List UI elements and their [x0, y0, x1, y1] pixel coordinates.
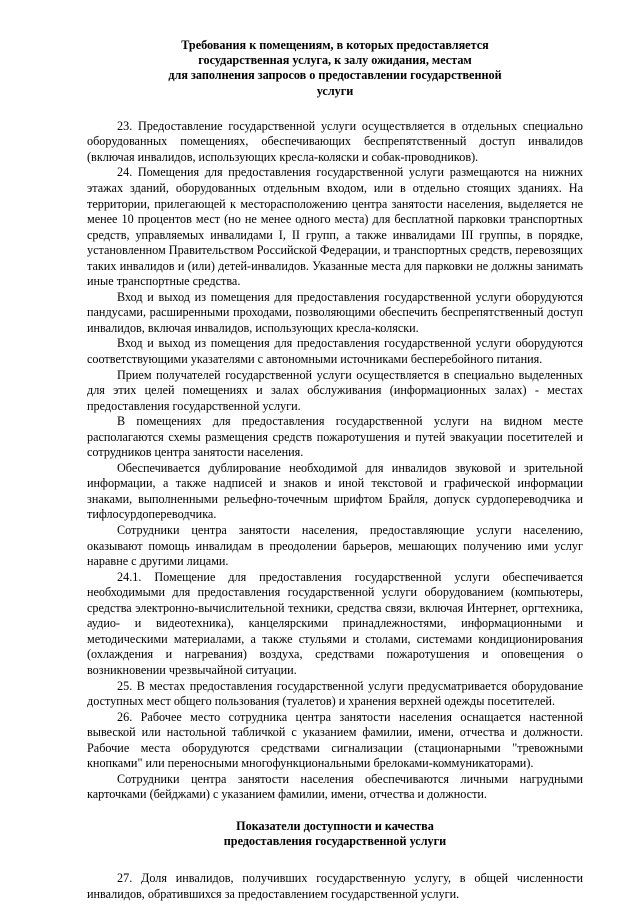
- section-heading-premises-requirements: [87, 38, 583, 99]
- document-page: [87, 38, 583, 902]
- paragraph-evacuation-schemes: В помещениях для предоставления государственной услуги на видном месте располагаются схемы размещения средств пожаротушения и путей эвакуации посетителей и сотрудников центра занятости населения.: [87, 414, 583, 460]
- paragraph-24-1: 24.1. Помещение для предоставления государственной услуги обеспечивается необходимыми для предоставления государственной услуги оборудованием (компьютеры, средства электронно-вычислительной техники, средства связи, включая Интернет, оргтехника, аудио- и видеотехника), канцелярскими принадлежностями, информационными и методическими материалами, а также стульями и столами, системами кондиционирования (охлаждения и нагревания) воздуха, средствами пожаротушения и оповещения о возникновении чрезвычайной ситуации.: [87, 569, 583, 677]
- heading-line: Показатели доступности и качества: [236, 818, 434, 833]
- paragraph-26: 26. Рабочее место сотрудника центра занятости населения оснащается настенной вывеской или настольной табличкой с указанием фамилии, имени, отчества и должности. Рабочие места оборудуются средствами сигнализации (стационарными "тревожными кнопками" или переносными многофункциональными брелоками-коммуникаторами).: [87, 709, 583, 771]
- paragraph-23: 23. Предоставление государственной услуги осуществляется в отдельных специально оборудованных помещениях, обеспечивающих беспрепятственный доступ инвалидов (включая инвалидов, использующих кресла-коляски и собак-проводников).: [87, 118, 583, 164]
- section-heading-accessibility-indicators: [87, 819, 583, 849]
- heading-line: Требования к помещениям, в которых предоставляется: [181, 38, 489, 52]
- heading-line: услуги: [316, 83, 354, 98]
- paragraph-entrance-signs: Вход и выход из помещения для предоставления государственной услуги оборудуются соответствующими указателями с автономными источниками бесперебойного питания.: [87, 336, 583, 367]
- heading-line: предоставления государственной услуги: [223, 834, 447, 849]
- paragraph-entrance-ramps: Вход и выход из помещения для предоставления государственной услуги оборудуются пандусами, расширенными проходами, позволяющими обеспечить беспрепятственный доступ инвалидов, включая инвалидов, использующих кресла-коляски.: [87, 289, 583, 335]
- heading-line: государственная услуга, к залу ожидания, местам: [198, 53, 472, 68]
- paragraph-25: 25. В местах предоставления государственной услуги предусматривается оборудование доступных мест общего пользования (туалетов) и хранения верхней одежды посетителей.: [87, 678, 583, 709]
- paragraph-staff-assistance: Сотрудники центра занятости населения, предоставляющие услуги населению, оказывают помощь инвалидам в преодолении барьеров, мешающих получению ими услуг наравне с другими лицами.: [87, 523, 583, 569]
- section-body-accessibility-indicators: [87, 871, 583, 902]
- section-body-premises-requirements: [87, 119, 583, 803]
- paragraph-reception-halls: Прием получателей государственной услуги осуществляется в специально выделенных для этих целей помещениях и залах обслуживания (информационных залах) - местах предоставления государственной услуги.: [87, 367, 583, 413]
- heading-line: для заполнения запросов о предоставлении государственной: [168, 68, 502, 83]
- paragraph-24: 24. Помещения для предоставления государственной услуги размещаются на нижних этажах зданий, оборудованных отдельным входом, или в отдельно стоящих зданиях. На территории, прилегающей к месторасположению центра занятости населения, выделяется не менее 10 процентов мест (но не менее одного места) для бесплатной парковки транспортных средств, управляемых инвалидами I, II групп, а также инвалидами III группы, в порядке, установленном Правительством Российской Федерации, и транспортных средств, перевозящих таких инвалидов и (или) детей-инвалидов. Указанные места для парковки не должны занимать иные транспортные средства.: [87, 165, 583, 289]
- paragraph-27: 27. Доля инвалидов, получивших государственную услугу, в общей численности инвалидов, обратившихся за предоставлением государственной услуги.: [87, 871, 583, 901]
- paragraph-braille-duplication: Обеспечивается дублирование необходимой для инвалидов звуковой и зрительной информации, а также надписей и знаков и иной текстовой и графической информации знаками, выполненными рельефно-точечным шрифтом Брайля, допуск сурдопереводчика и тифлосурдопереводчика.: [87, 460, 583, 522]
- paragraph-staff-badges: Сотрудники центра занятости населения обеспечиваются личными нагрудными карточками (бейджами) с указанием фамилии, имени, отчества и должности.: [87, 771, 583, 802]
